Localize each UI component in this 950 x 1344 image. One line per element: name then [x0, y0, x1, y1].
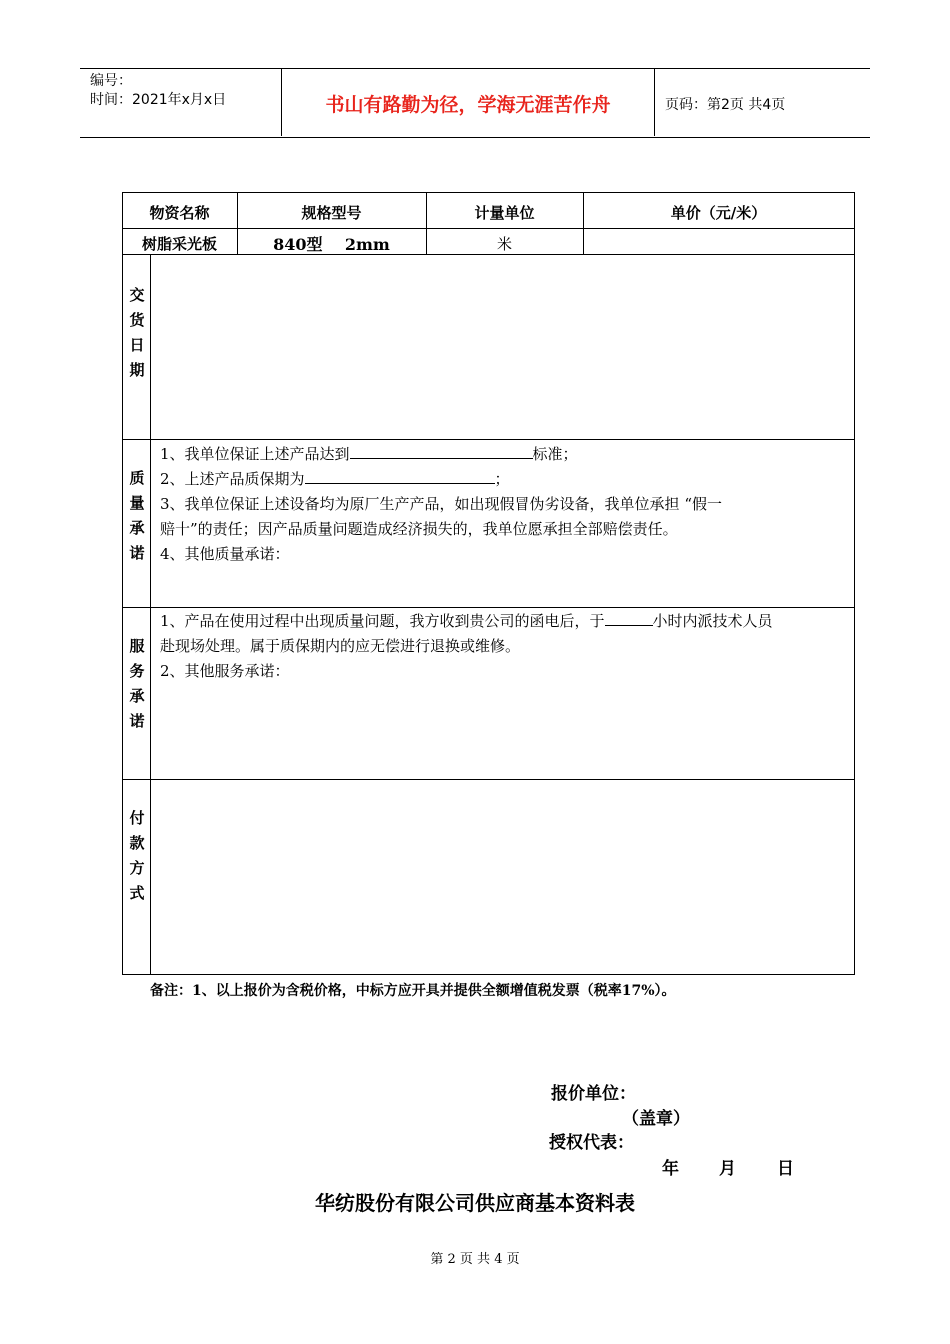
service-commitment-text: 1、产品在使用过程中出现质量问题，我方收到贵公司的函电后，于 小时内派技术人员 赴现场处理。属于质保期内的应无偿进行退换或维修。 2、其他服务承诺： [160, 612, 773, 680]
table-rule [122, 607, 855, 608]
cell-unit: 米 [496, 235, 512, 253]
date-year-label: 年 [662, 1159, 679, 1179]
time-label: 时间：2021年x月x日 [90, 92, 227, 108]
quality-commitment-text: 1、我单位保证上述产品达到 标准； 2、上述产品质保期为 ； 3、我单位保证上述设备均为原厂生产产品，如出现假冒伪劣设备，我单位承担 “假一 赔十”的责任；因产品质量问题造成经济损失的，我单位愿承担全部赔偿责任。 4、其他质量承诺： [160, 445, 722, 563]
seal-label: （盖章） [622, 1109, 690, 1129]
quality-commitment-label: 质 量 承 诺 [129, 469, 145, 562]
response-hours-blank [605, 611, 653, 626]
table-rule [122, 254, 855, 255]
column-header-name: 物资名称 [149, 204, 210, 222]
service-commitment-label: 服 务 承 诺 [129, 637, 145, 730]
column-header-unit: 计量单位 [474, 204, 535, 222]
delivery-date-label: 交 货 日 期 [129, 286, 145, 379]
table-rule [122, 974, 855, 975]
remark-note: 备注：1、以上报价为含税价格，中标方应开具并提供全额增值税发票（税率17%）。 [150, 983, 676, 999]
date-day-label: 日 [777, 1159, 794, 1179]
payment-method-label: 付 款 方 式 [129, 809, 145, 902]
cell-spec: 840型 2mm [273, 235, 390, 254]
quality-standard-blank [350, 444, 533, 459]
column-header-spec: 规格型号 [301, 204, 362, 222]
page-footer: 第 2 页 共 4 页 [430, 1252, 520, 1267]
table-rule [122, 228, 855, 229]
table-rule [122, 192, 855, 193]
header-motto: 书山有路勤为径，学海无涯苦作舟 [325, 94, 611, 116]
cell-material-name: 树脂采光板 [141, 235, 217, 253]
document-title: 华纺股份有限公司供应商基本资料表 [315, 1191, 635, 1215]
date-month-label: 月 [719, 1159, 736, 1179]
header-page-info: 页码：第2页 共4页 [665, 97, 786, 113]
header-meta [90, 72, 226, 110]
warranty-period-blank [305, 469, 495, 484]
header-divider [654, 68, 655, 136]
table-rule [122, 779, 855, 780]
column-header-price: 单价（元/米） [670, 204, 767, 222]
table-rule [122, 439, 855, 440]
quote-unit-label: 报价单位： [551, 1084, 636, 1104]
number-label: 编号： [90, 73, 132, 89]
table-rule [854, 192, 855, 975]
authorized-rep-label: 授权代表： [549, 1133, 634, 1153]
